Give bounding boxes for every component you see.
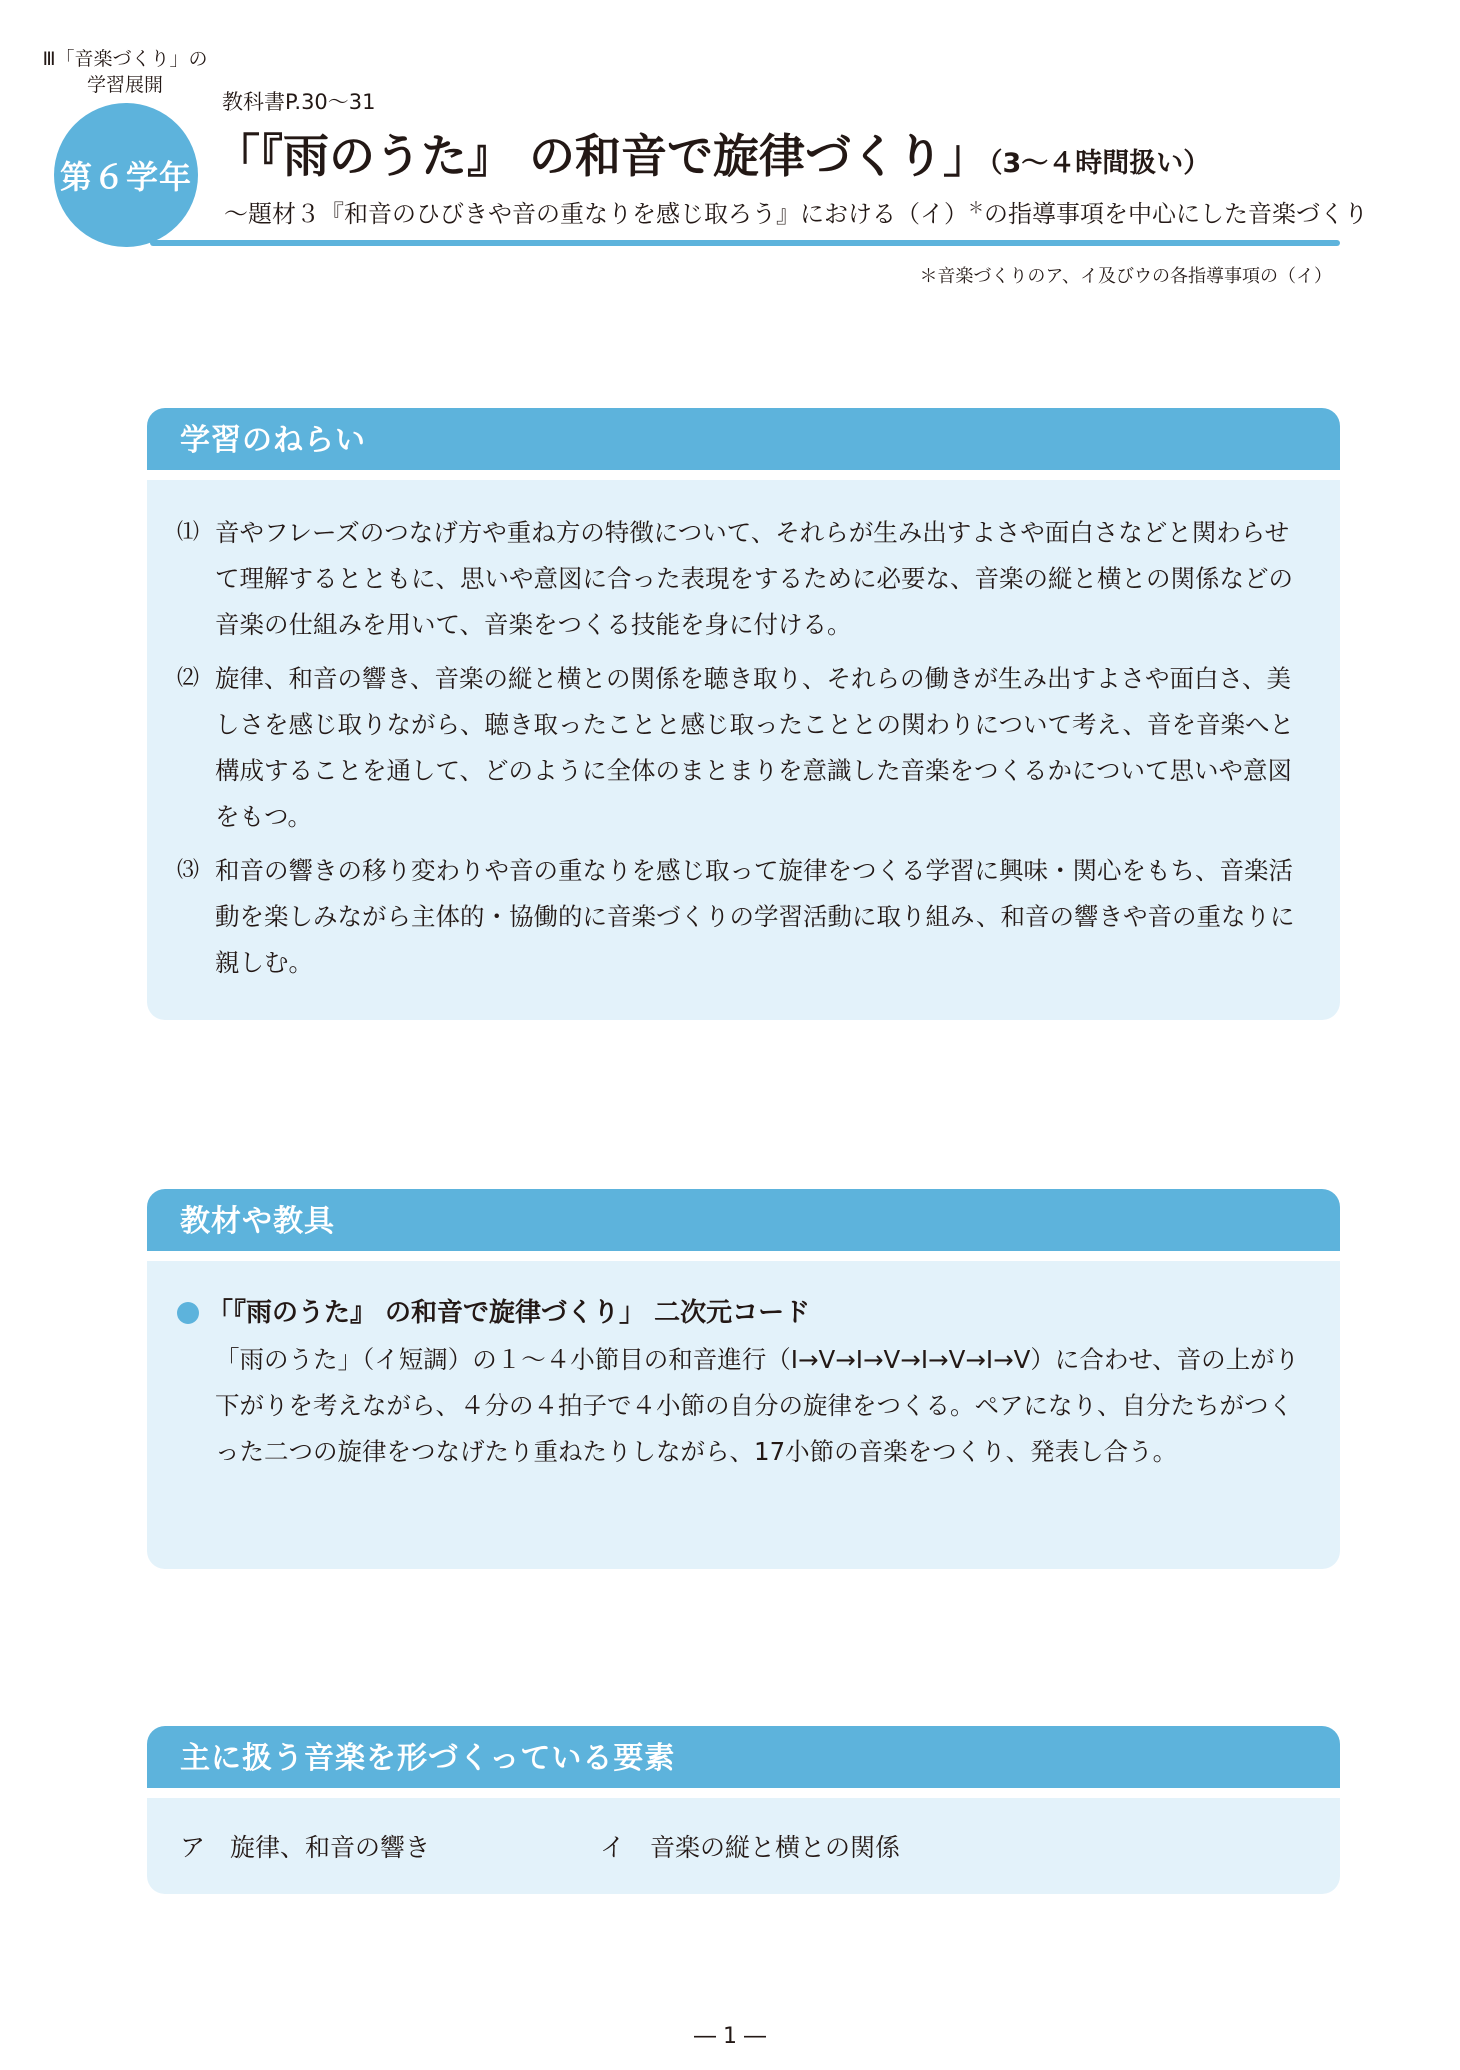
page-title (214, 126, 1210, 194)
grade-badge: 第６学年 (54, 103, 198, 247)
aim-number: ⑵ (177, 666, 200, 691)
element-item-i: イ 音楽の縦と横との関係 (600, 1833, 901, 1862)
element-item-a: ア 旋律、和音の響き (180, 1833, 431, 1862)
elements-heading: 主に扱う音楽を形づくっている要素 (147, 1726, 1340, 1788)
material-item-title-text: 「『雨のうた』 の和音で旋律づくり」 二次元コード (207, 1298, 811, 1328)
textbook-reference: 教科書P.30〜31 (222, 90, 376, 114)
materials-body (147, 1261, 1340, 1569)
aims-heading: 学習のねらい (147, 408, 1340, 470)
subtitle-prefix: 〜題材３『和音のひびきや音の重なりを感じ取ろう』における（イ） (224, 200, 968, 228)
elements-section (147, 1726, 1340, 1894)
footnote: ＊音楽づくりのア、イ及びウの各指導事項の（イ） (919, 266, 1332, 287)
aims-list (147, 480, 1340, 986)
elements-body (147, 1798, 1340, 1894)
chapter-label-line2: 学習展開 (86, 74, 163, 96)
page-title-text: 「『雨のうた』 の和音で旋律づくり」 (214, 129, 990, 183)
page-title-hours: （3〜４時間扱い） (989, 148, 1211, 179)
aims-body (147, 480, 1340, 1020)
subtitle-footnote-mark: ＊ (968, 198, 985, 217)
aim-text: 和音の響きの移り変わりや音の重なりを感じ取って旋律をつくる学習に興味・関心をもち、音楽活動を楽しみながら主体的・協働的に音楽づくりの学習活動に取り組み、和音の響きや音の重なりに親しむ。 (215, 856, 1295, 977)
materials-heading: 教材や教具 (147, 1189, 1340, 1251)
chapter-label (40, 46, 210, 98)
aim-item (177, 848, 1310, 986)
aim-number: ⑶ (177, 858, 200, 883)
section-gap (147, 1788, 1340, 1798)
bullet-dot-icon (177, 1302, 199, 1324)
aim-item (177, 510, 1310, 648)
section-gap (147, 1251, 1340, 1261)
subtitle-suffix: の指導事項を中心にした音楽づくり (984, 200, 1369, 228)
aim-text: 音やフレーズのつなげ方や重ね方の特徴について、それらが生み出すよさや面白さなどと関わらせて理解するとともに、思いや意図に合った表現をするために必要な、音楽の縦と横との関係などの音楽の仕組みを用いて、音楽をつくる技能を身に付ける。 (215, 518, 1293, 639)
material-item-title (177, 1293, 1310, 1333)
aim-item (177, 656, 1310, 840)
aim-text: 旋律、和音の響き、音楽の縦と横との関係を聴き取り、それらの働きが生み出すよさや面白さ、美しさを感じ取りながら、聴き取ったことと感じ取ったこととの関わりについて考え、音を音楽へと構成することを通して、どのように全体のまとまりを意識した音楽をつくるかについて思いや意図をもつ。 (215, 664, 1294, 831)
page-number: ― 1 ― (694, 2024, 766, 2049)
aim-number: ⑴ (177, 520, 200, 545)
material-item-description: 「雨のうた」（イ短調）の１〜４小節目の和音進行（Ⅰ→Ⅴ→Ⅰ→Ⅴ→Ⅰ→Ⅴ→Ⅰ→Ⅴ）に合わせ、音の上がり下がりを考えながら、４分の４拍子で４小節の自分の旋律をつくる。ペアになり、自分たちがつくった二つの旋律をつなげたり重ねたりしながら、17小節の音楽をつくり、発表し合う。 (215, 1345, 1300, 1466)
section-gap (147, 470, 1340, 480)
title-divider (150, 240, 1340, 246)
chapter-label-line1: Ⅲ「音楽づくり」の (42, 48, 208, 70)
aims-section (147, 408, 1340, 1020)
page-subtitle (224, 194, 1368, 229)
materials-section (147, 1189, 1340, 1569)
